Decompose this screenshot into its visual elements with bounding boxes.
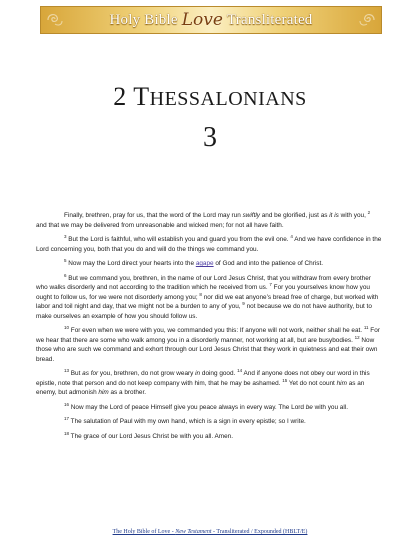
verse-text: with you, — [338, 212, 368, 219]
verse-text: Now may the Lord direct your hearts into the — [66, 260, 196, 267]
verse-text: Yet do not count — [287, 379, 337, 387]
verse-text: not because we do not have authority, but to make ourselves an example of how you should follow us. — [36, 303, 372, 320]
verse-number: 16 — [64, 401, 70, 407]
verse-text: and that we may be delivered from unreasonable and wicked men; for not all have faith. — [36, 221, 284, 229]
verse-italic: it is — [329, 212, 339, 219]
verse-text: And we have confidence in the Lord concerning you, both that you do and will do the things we command you. — [36, 236, 382, 253]
footer-text[interactable]: - Transliterated / Expounded (HBLT/E) — [211, 529, 308, 535]
paragraph — [36, 403, 382, 413]
footer-text-italic[interactable]: New Testament — [175, 529, 212, 535]
verse-italic: as for — [82, 370, 99, 377]
verse-text: The salutation of Paul with my own hand, which is a sign in every epistle; so I write. — [69, 418, 306, 425]
verse-italic: swiftly — [242, 212, 260, 219]
verse-text: For even when we were with you, we commanded you this: If anyone will not work, neither shall he eat. — [69, 327, 364, 334]
book-title — [0, 82, 420, 112]
verse-number: 17 — [64, 416, 70, 421]
banner-title-love: Love — [181, 10, 223, 30]
banner-title-left: Holy Bible — [109, 11, 178, 28]
verse-text: doing good. — [200, 370, 238, 377]
verse-number: 7 — [269, 282, 272, 287]
verse-text: But we command you, brethren, in the name of our Lord Jesus Christ, that you withdraw from every brother who walks disorderly and not according to the tradition which he received from us. — [36, 274, 371, 291]
verse-number: 14 — [237, 368, 243, 373]
verse-number: 9 — [242, 301, 245, 306]
verse-text: And if anyone does not obey our word in this epistle, note that person and do not keep company with him, that he may be ashamed. — [36, 370, 370, 387]
verse-italic: him — [98, 389, 109, 396]
verse-italic: in — [195, 370, 201, 377]
scroll-ornament-icon — [45, 10, 65, 30]
verse-italic: be — [305, 403, 313, 411]
verse-text: Now may the Lord of peace Himself give you peace always in every way. The Lord — [69, 403, 306, 411]
footer-text[interactable]: The Holy Bible of Love - — [112, 529, 176, 535]
banner-title-right: Transliterated — [226, 11, 313, 28]
verse-number: 6 — [64, 272, 67, 278]
verse-number: 11 — [363, 325, 369, 330]
verse-number: 15 — [282, 377, 288, 383]
verse-number: 8 — [199, 291, 202, 297]
verse-text: For you yourselves know how you ought to follow us, for we were not disorderly among you; — [36, 284, 370, 301]
verse-text: But — [69, 370, 83, 377]
chapter-number: 3 — [203, 122, 217, 153]
book-name-rest: HESSALONIANS — [149, 88, 307, 110]
paragraph — [36, 432, 382, 442]
paragraph — [36, 417, 382, 427]
paragraph — [36, 274, 382, 322]
paragraph — [36, 259, 382, 269]
verse-number: 13 — [64, 368, 70, 373]
paragraph — [36, 326, 382, 364]
verse-text: nor did we eat anyone’s bread free of charge, but worked with labor and toil night and day, that we might not be a burden to any of you, — [36, 293, 379, 310]
verse-text: For we hear that there are some who walk among you in a disorderly manner, not working at all, but are busybodies. — [36, 327, 380, 344]
verse-text: and be glorified, just as — [259, 212, 330, 219]
verse-italic: him — [336, 379, 347, 387]
verse-number: 12 — [354, 334, 360, 340]
paragraph — [36, 369, 382, 398]
verse-number: 10 — [64, 325, 70, 330]
verse-number: 18 — [64, 430, 70, 436]
verse-number: 2 — [367, 210, 371, 215]
verse-text: But the Lord is faithful, who will establish you and guard you from the evil one. — [66, 236, 291, 243]
verse-text: of God and into the patience of Christ. — [213, 260, 324, 267]
verse-text: as a brother. — [108, 389, 147, 396]
verse-number: 5 — [64, 258, 67, 263]
chapter-text — [36, 211, 382, 446]
paragraph — [36, 211, 382, 230]
verse-text: you, brethren, do not grow weary — [98, 370, 196, 377]
verse-text: as an enemy, but admonish — [36, 379, 365, 396]
agape-link[interactable]: agape — [195, 260, 214, 267]
scroll-ornament-icon — [357, 10, 377, 30]
book-name-initial: T — [133, 82, 150, 111]
verse-text: with you all. — [312, 403, 348, 411]
verse-text: The grace of our Lord Jesus Christ be with you all. Amen. — [69, 432, 234, 440]
verse-text: Now those who are such we command and exhort through our Lord Jesus Christ that they work in quietness and eat their own bread. — [36, 336, 378, 363]
footer-link[interactable] — [0, 529, 420, 535]
book-number: 2 — [113, 82, 127, 111]
header-banner — [40, 6, 382, 34]
verse-text: Finally, brethren, pray for us, that the word of the Lord may run — [64, 212, 243, 219]
paragraph — [36, 235, 382, 254]
verse-number: 4 — [290, 234, 293, 239]
verse-number: 3 — [64, 234, 67, 239]
